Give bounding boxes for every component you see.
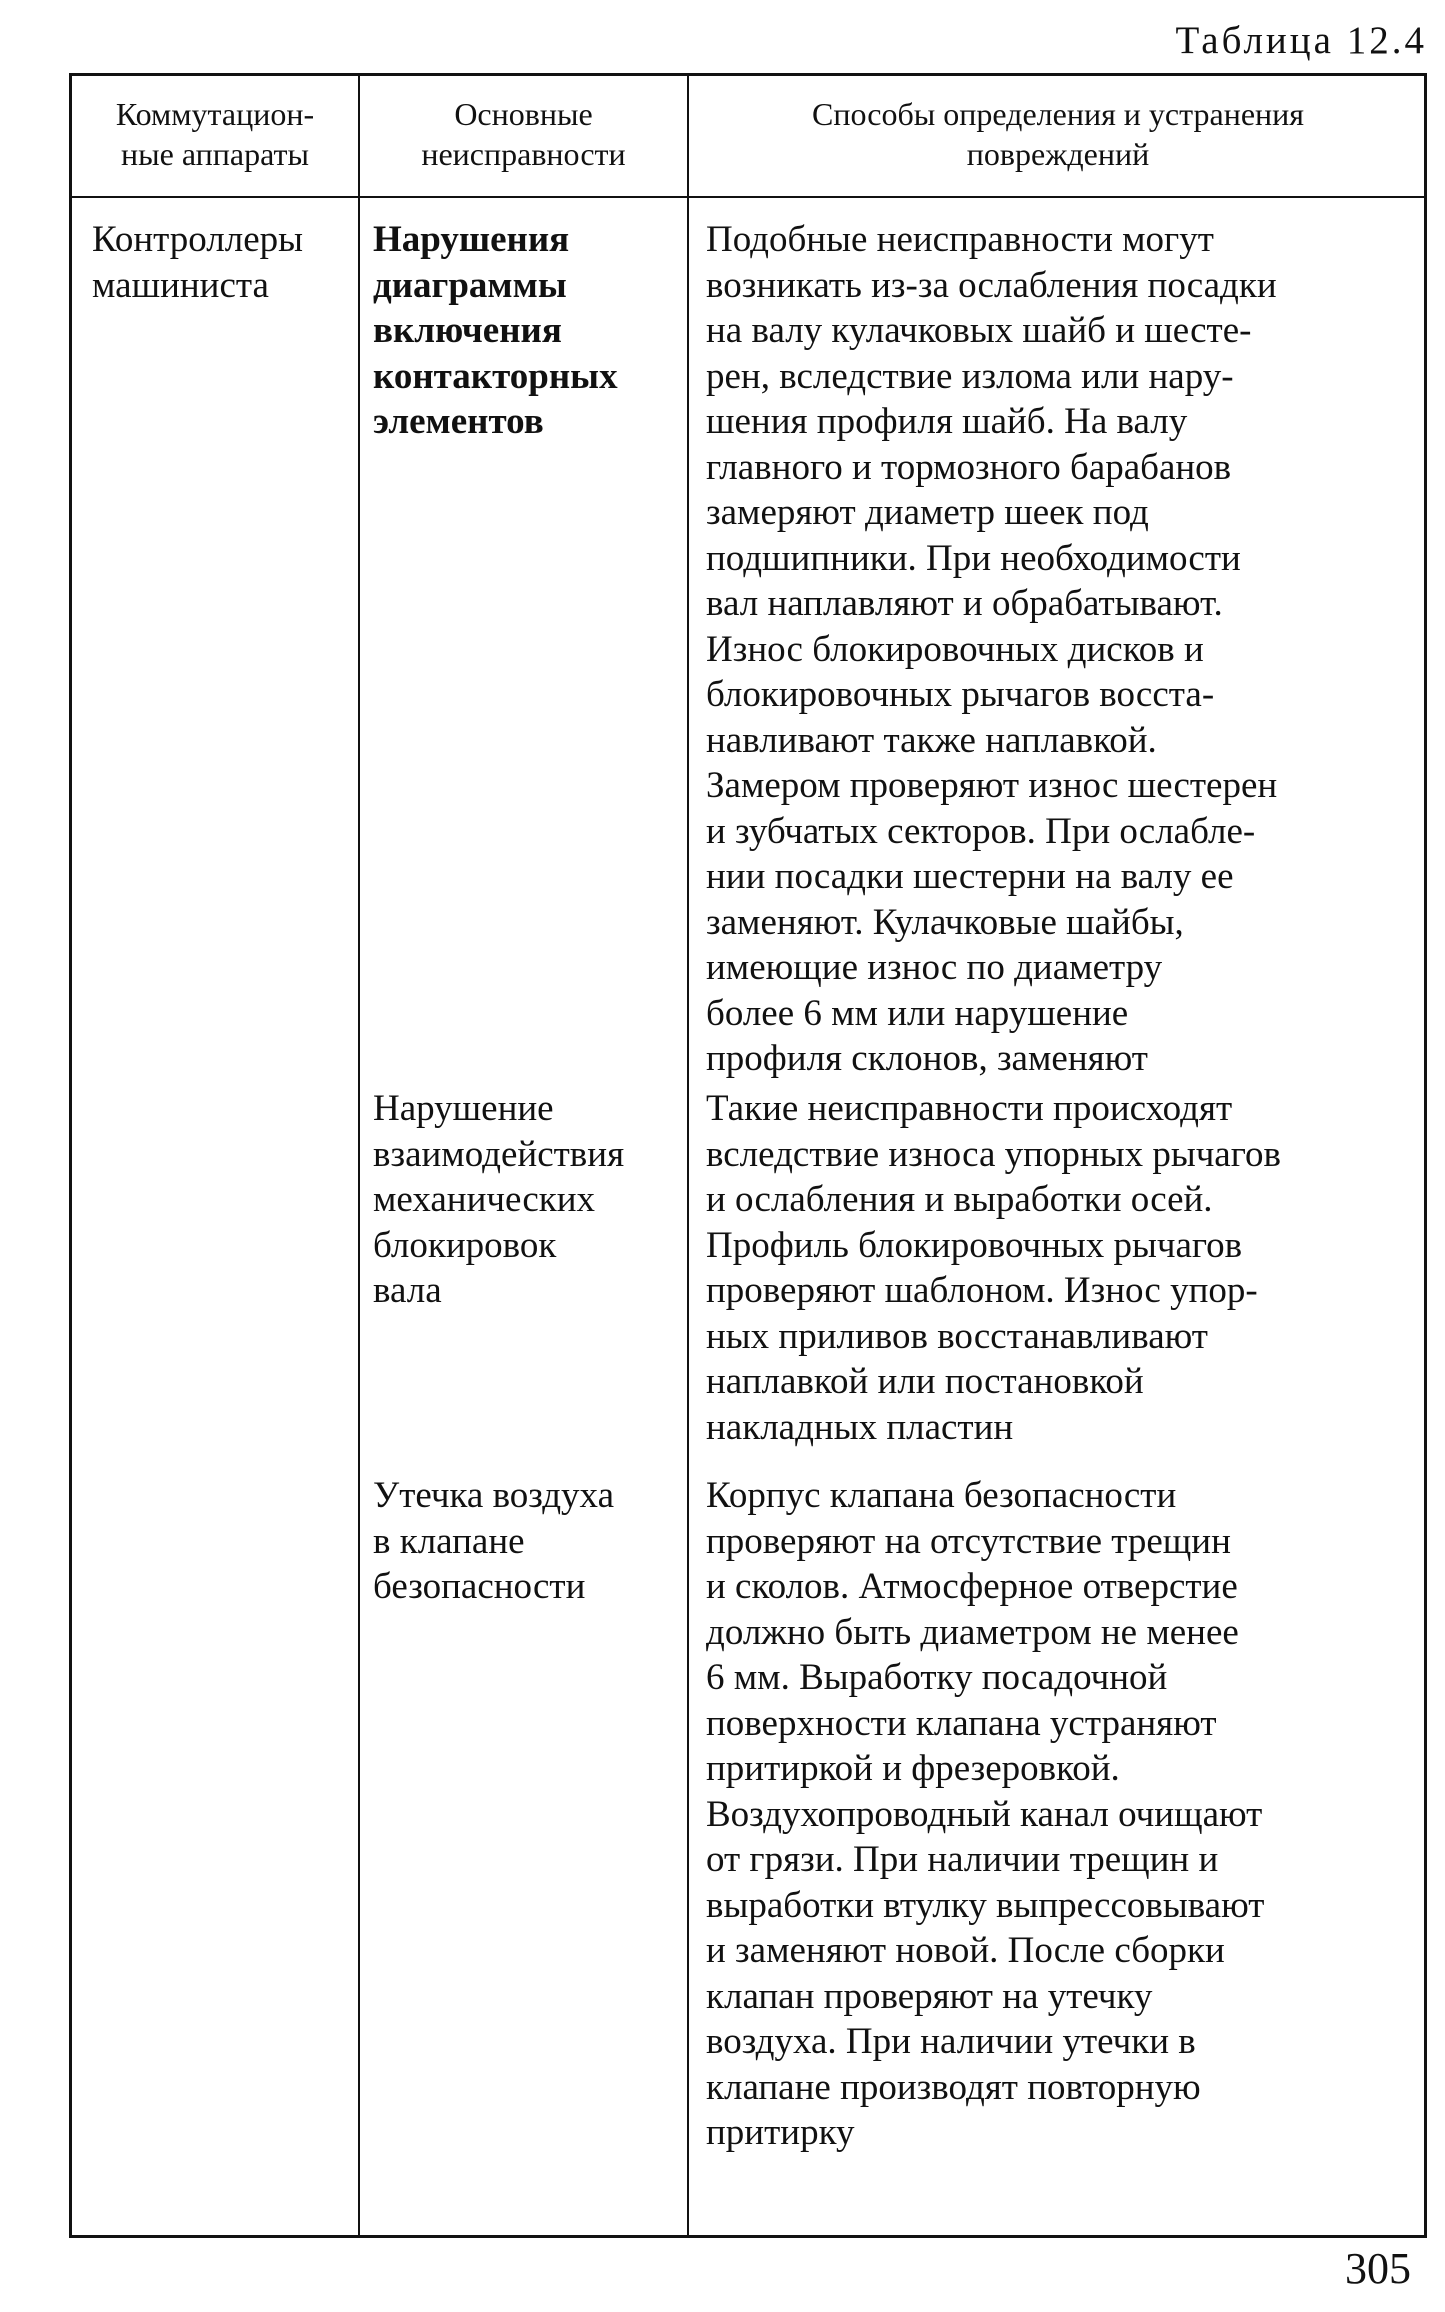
header-divider — [72, 196, 1424, 198]
method-cell-2: Такие неисправности происходят вследствие износа упорных рычагов и ослабления и выработки осей. Профиль блокировочных рычагов проверяют шаблоном. Износ упор- ных приливов восстанавливают наплавкой или постановкой накладных пластин — [706, 1088, 1281, 1448]
column-divider — [358, 76, 360, 2235]
fault-cell-1: Нарушения диаграммы включения контакторных элементов — [373, 219, 618, 442]
repair-table — [69, 73, 1427, 2238]
header-apparatus: Коммутацион- ные аппараты — [115, 96, 315, 172]
apparatus-cell: Контроллеры машиниста — [92, 219, 303, 306]
method-cell-1: Подобные неисправности могут возникать из-за ослабления посадки на валу кулачковых шайб и шесте- рен, вследствие излома или нару- шения профиля шайб. На валу главного и тормозного барабанов замеряют диаметр шеек под подшипники. При необходимости вал наплавляют и обрабатывают. Износ блокировочных дисков и блокировочных рычагов восста- навливают также наплавкой. Замером проверяют износ шестерен и зубчатых секторов. При ослабле- нии посадки шестерни на валу ее заменяют. Кулачковые шайбы, имеющие износ по диаметру более 6 мм или нарушение профиля склонов, заменяют — [706, 219, 1278, 1079]
header-methods: Способы определения и устранения повреждений — [812, 96, 1304, 172]
column-divider — [687, 76, 689, 2235]
page-number: 305 — [1345, 2244, 1411, 2293]
header-faults: Основные неисправности — [421, 96, 626, 172]
method-cell-3: Корпус клапана безопасности проверяют на отсутствие трещин и сколов. Атмосферное отверстие должно быть диаметром не менее 6 мм. Выработку посадочной поверхности клапана устраняют притиркой и фрезеровкой. Воздухопроводный канал очищают от грязи. При наличии трещин и выработки втулку выпрессовывают и заменяют новой. После сборки клапан проверяют на утечку воздуха. При наличии утечки в клапане производят повторную притирку — [706, 1475, 1265, 2153]
fault-cell-3: Утечка воздуха в клапане безопасности — [373, 1475, 614, 1607]
fault-cell-2: Нарушение взаимодействия механических блокировок вала — [373, 1088, 625, 1311]
table-caption: Таблица 12.4 — [1175, 19, 1427, 62]
